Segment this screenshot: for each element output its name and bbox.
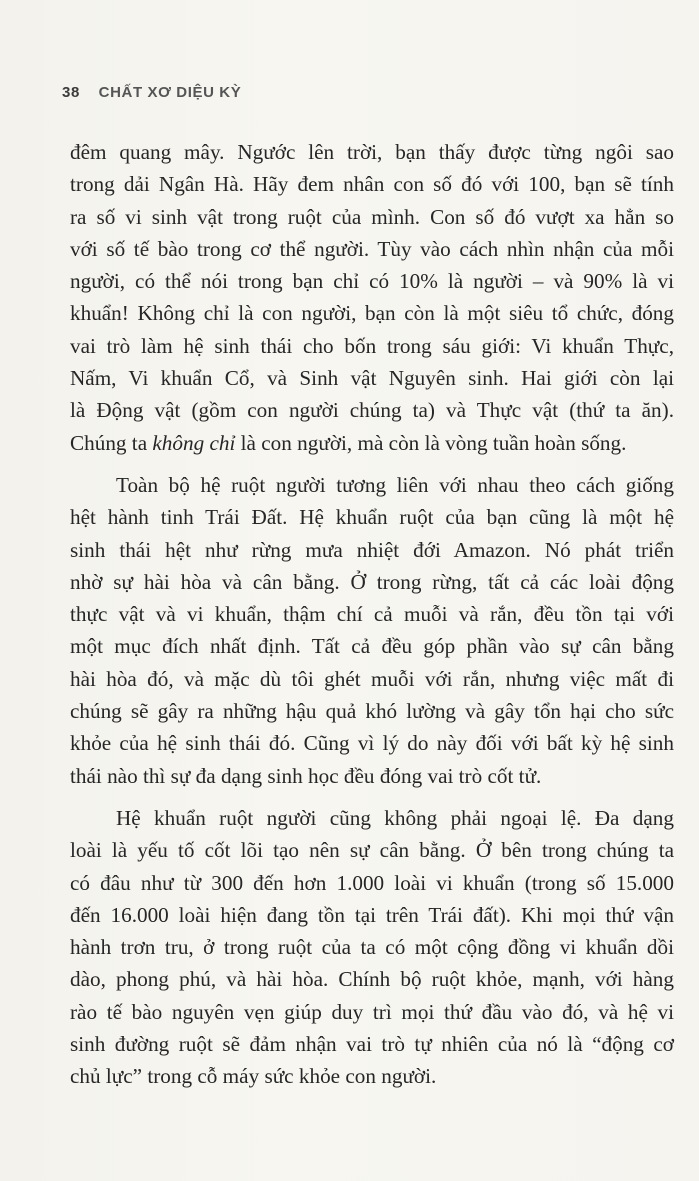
body-text (70, 136, 674, 1093)
paragraph-3 (70, 802, 674, 1093)
emphasis-text: không chỉ (152, 430, 236, 455)
text-line: là Động vật (gồm con người chúng ta) và Thực vật (thứ ta ăn). (70, 398, 674, 423)
text-line: vai trò làm hệ sinh thái cho bốn trong sáu giới: Vi khuẩn Thực, (70, 333, 674, 358)
book-title: CHẤT XƠ DIỆU KỲ (98, 84, 242, 101)
text-line: loài là yếu tố cốt lõi tạo nên sự cân bằng. Ở bên trong chúng ta (70, 838, 674, 863)
text-line: dào, phong phú, và hài hòa. Chính bộ ruột khỏe, mạnh, với hàng (70, 967, 674, 992)
page-number: 38 (62, 84, 80, 101)
text-line: hệt hành tinh Trái Đất. Hệ khuẩn ruột của bạn cũng là một hệ (70, 505, 674, 530)
text-line: khuẩn! Không chỉ là con người, bạn còn là một siêu tổ chức, đóng (70, 301, 674, 326)
paragraph-2 (70, 469, 674, 792)
text-line: hành trơn tru, ở trong ruột của ta có một cộng đồng vi khuẩn dồi (70, 935, 674, 960)
text-line: thực vật và vi khuẩn, thậm chí cả muỗi và rắn, đều tồn tại với (70, 602, 674, 627)
text-line: chúng sẽ gây ra những hậu quả khó lường và gây tổn hại cho sức (70, 699, 674, 724)
text-line: có đâu như từ 300 đến hơn 1.000 loài vi khuẩn (trong số 15.000 (70, 870, 674, 895)
text-line: người, có thể nói trong bạn chỉ có 10% là người – và 90% là vi (70, 269, 674, 294)
text-line: rào tế bào nguyên vẹn giúp duy trì mọi thứ đầu vào đó, và hệ vi (70, 999, 674, 1024)
text-line: sinh đường ruột sẽ đảm nhận vai trò tự nhiên của nó là “động cơ (70, 1032, 674, 1057)
text-line: Hệ khuẩn ruột người cũng không phải ngoại lệ. Đa dạng (116, 805, 674, 830)
text-line: hài hòa đó, và mặc dù tôi ghét muỗi với rắn, nhưng việc mất đi (70, 666, 674, 691)
text-line: chủ lực” trong cỗ máy sức khỏe con người. (70, 1064, 437, 1089)
text-line: khỏe của hệ sinh thái đó. Cũng vì lý do này đối với bất kỳ hệ sinh (70, 731, 674, 756)
text-line: Nấm, Vi khuẩn Cổ, và Sinh vật Nguyên sinh. Hai giới còn lại (70, 366, 674, 391)
text-line: thái nào thì sự đa dạng sinh học đều đóng vai trò cốt tử. (70, 763, 542, 788)
text-line: đêm quang mây. Ngước lên trời, bạn thấy được từng ngôi sao (70, 140, 674, 164)
text-line: sinh thái hệt như rừng mưa nhiệt đới Amazon. Nó phát triển (70, 537, 674, 562)
running-header (62, 84, 241, 101)
text-line: một mục đích nhất định. Tất cả đều góp phần vào sự cân bằng (70, 634, 674, 659)
text-line-with-emphasis (70, 427, 674, 459)
text-line: đến 16.000 loài hiện đang tồn tại trên Trái đất). Khi mọi thứ vận (70, 902, 674, 927)
text-line: nhờ sự hài hòa và cân bằng. Ở trong rừng, tất cả các loài động (70, 569, 674, 594)
text-line: ra số vi sinh vật trong ruột của mình. Con số đó vượt xa hẳn so (70, 204, 674, 229)
text-line: Toàn bộ hệ ruột người tương liên với nhau theo cách giống (116, 472, 674, 497)
text-run: Chúng ta (70, 430, 153, 455)
text-line: với số tế bào trong cơ thể người. Tùy vào cách nhìn nhận của mỗi (70, 236, 674, 261)
text-run: là con người, mà còn là vòng tuần hoàn sống. (235, 430, 627, 455)
paragraph-1 (70, 136, 674, 459)
text-line: trong dải Ngân Hà. Hãy đem nhân con số đó với 100, bạn sẽ tính (70, 172, 674, 197)
